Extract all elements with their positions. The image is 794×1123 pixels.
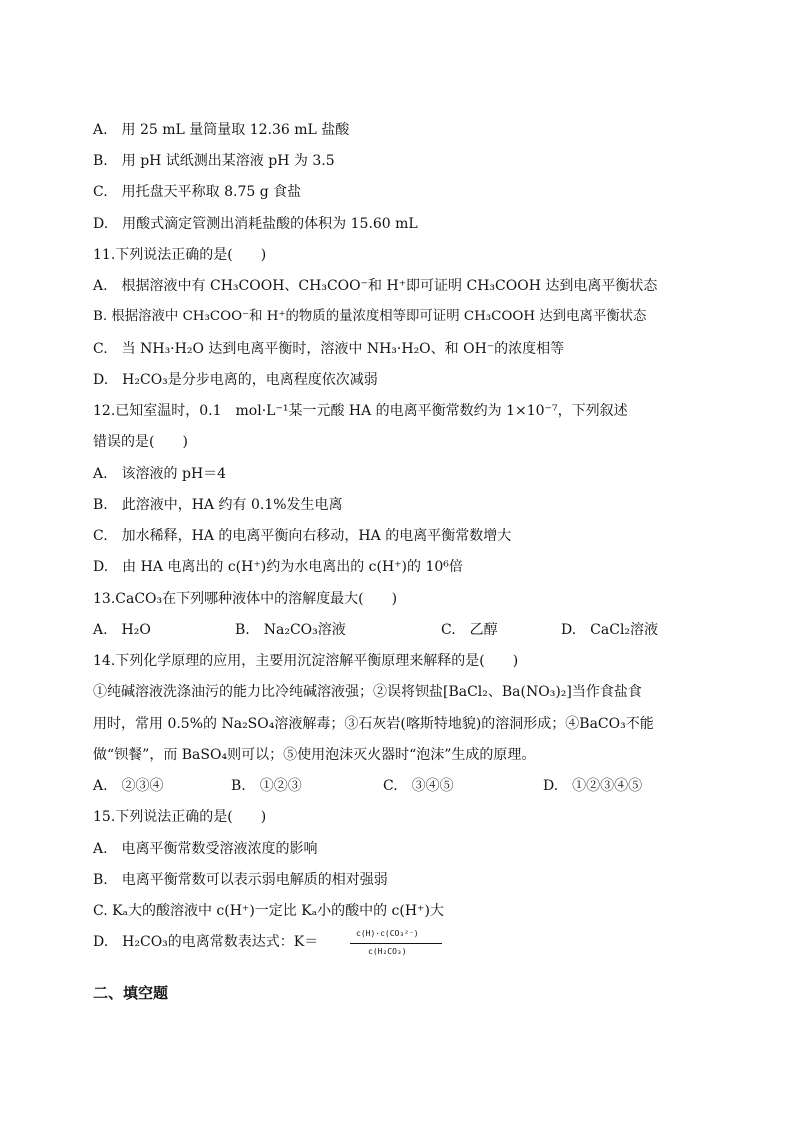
q12-option-a: A. 该溶液的 pH＝4 (93, 466, 227, 482)
q15-option-d: D. H₂CO₃的电离常数表达式：K＝ (93, 934, 319, 950)
section-heading: 二、填空题 (93, 984, 169, 1002)
question-13: 13.CaCO₃在下列哪种液体中的溶解度最大( ) (93, 591, 398, 607)
q11-option-b: B. 根据溶液中 CH₃COO⁻和 H⁺的物质的量浓度相等即可证明 CH₃COOH 达到电离平衡状态 (93, 309, 647, 324)
q10-option-c: C. 用托盘天平称取 8.75 g 食盐 (93, 184, 302, 200)
q11-option-d: D. H₂CO₃是分步电离的，电离程度依次减弱 (93, 372, 378, 388)
fraction-numerator: c(H)·c(CO₃²⁻) (356, 929, 419, 938)
q13-option-d: D. CaCl₂溶液 (561, 622, 659, 638)
q10-option-d: D. 用酸式滴定管测出消耗盐酸的体积为 15.60 mL (93, 216, 418, 232)
q10-option-a: A. 用 25 mL 量筒量取 12.36 mL 盐酸 (93, 122, 350, 138)
q14-option-d: D. ①②③④⑤ (543, 778, 643, 794)
q13-option-b: B. Na₂CO₃溶液 (235, 622, 346, 638)
q12-option-c: C. 加水稀释，HA 的电离平衡向右移动，HA 的电离平衡常数增大 (93, 528, 512, 544)
question-12-cont: 错误的是( ) (93, 434, 188, 450)
question-15: 15.下列说法正确的是( ) (93, 809, 267, 825)
question-14-body-1: ①纯碱溶液洗涤油污的能力比冷纯碱溶液强；②误将钡盐[BaCl₂、Ba(NO₃)₂]当作食盐食 (93, 684, 642, 700)
fraction-denominator: c(H₂CO₃) (368, 947, 407, 956)
q12-option-b: B. 此溶液中，HA 约有 0.1%发生电离 (93, 497, 343, 513)
q10-option-b: B. 用 pH 试纸测出某溶液 pH 为 3.5 (93, 153, 335, 169)
question-12: 12.已知室温时，0.1 mol·L⁻¹某一元酸 HA 的电离平衡常数约为 1×10⁻⁷，下列叙述 (93, 403, 628, 419)
q15-option-a: A. 电离平衡常数受溶液浓度的影响 (93, 841, 318, 857)
q12-option-d: D. 由 HA 电离出的 c(H⁺)约为水电离出的 c(H⁺)的 10⁶倍 (93, 559, 463, 575)
q11-option-a: A. 根据溶液中有 CH₃COOH、CH₃COO⁻和 H⁺即可证明 CH₃COOH 达到电离平衡状态 (93, 278, 658, 294)
question-14: 14.下列化学原理的应用，主要用沉淀溶解平衡原理来解释的是( ) (93, 653, 519, 669)
q14-option-b: B. ①②③ (231, 778, 302, 794)
question-14-body-3: 做“钡餐”，而 BaSO₄则可以；⑤使用泡沫灭火器时“泡沫”生成的原理。 (93, 747, 536, 763)
q14-option-a: A. ②③④ (93, 778, 164, 794)
q15-option-b: B. 电离平衡常数可以表示弱电解质的相对强弱 (93, 872, 388, 888)
question-14-body-2: 用时，常用 0.5%的 Na₂SO₄溶液解毒；③石灰岩(喀斯特地貌)的溶洞形成；④BaCO₃不能 (93, 716, 654, 732)
fraction-bar (350, 943, 442, 944)
question-11: 11.下列说法正确的是( ) (93, 247, 267, 263)
q14-option-c: C. ③④⑤ (383, 778, 454, 794)
q13-option-a: A. H₂O (93, 622, 151, 638)
q15-option-c: C. Kₐ大的酸溶液中 c(H⁺)一定比 Kₐ小的酸中的 c(H⁺)大 (93, 903, 444, 919)
q13-option-c: C. 乙醇 (441, 622, 498, 638)
q11-option-c: C. 当 NH₃·H₂O 达到电离平衡时，溶液中 NH₃·H₂O、和 OH⁻的浓度相等 (93, 341, 565, 357)
